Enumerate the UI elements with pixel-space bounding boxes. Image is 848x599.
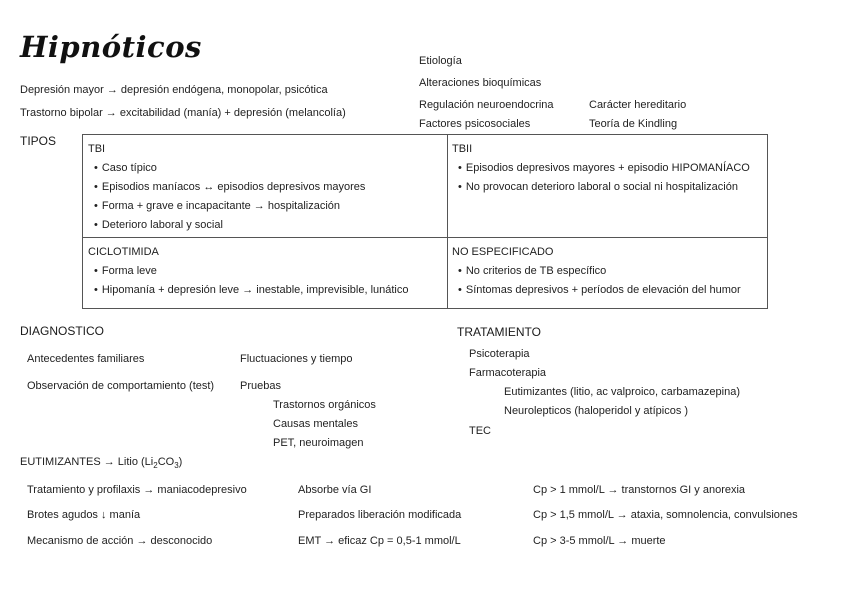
tipos-table xyxy=(82,134,768,309)
tratamiento-heading: TRATAMIENTO xyxy=(457,325,541,339)
list-item: • Forma leve xyxy=(94,265,409,284)
intro-line-depresion: Depresión mayor → depresión endógena, monopolar, psicótica xyxy=(20,84,328,96)
diagnostico-item: Observación de comportamiento (test) xyxy=(27,380,215,392)
table-divider xyxy=(447,135,448,308)
diagnostico-heading: DIAGNOSTICO xyxy=(20,324,105,338)
list-item: • Caso típico xyxy=(94,162,365,181)
etiologia-item: Teoría de Kindling xyxy=(589,118,678,130)
subscript: 3 xyxy=(174,461,179,471)
etiologia-item: Regulación neuroendocrina xyxy=(419,99,554,111)
diagnostico-item: Antecedentes familiares xyxy=(27,353,145,365)
page-title: Hipnóticos xyxy=(20,30,202,64)
eutimizantes-item: Cp > 1 mmol/L → transtornos GI y anorexia xyxy=(533,484,746,496)
diagnostico-subitem: PET, neuroimagen xyxy=(273,437,364,449)
eutimizantes-item: Mecanismo de acción → desconocido xyxy=(27,535,213,547)
eutimizantes-item: EMT → eficaz Cp = 0,5-1 mmol/L xyxy=(298,535,461,547)
list-item: • Síntomas depresivos + períodos de elevación del humor xyxy=(458,284,741,303)
eutimizantes-heading-text: ) xyxy=(178,456,183,468)
eutimizantes-item: Cp > 3-5 mmol/L → muerte xyxy=(533,535,666,547)
tratamiento-item: TEC xyxy=(469,425,491,437)
tipo-list xyxy=(94,162,365,238)
list-item: • No criterios de TB específico xyxy=(458,265,741,284)
tipos-heading: TIPOS xyxy=(20,134,57,148)
list-item: • Hipomanía + depresión leve → inestable, imprevisible, lunático xyxy=(94,284,409,303)
eutimizantes-item: Absorbe vía GI xyxy=(298,484,372,496)
tratamiento-subitem: Eutimizantes (litio, ac valproico, carbamazepina) xyxy=(504,386,740,398)
diagnostico-subitem: Trastornos orgánicos xyxy=(273,399,376,411)
tratamiento-item: Farmacoterapia xyxy=(469,367,547,379)
list-item: • Deterioro laboral y social xyxy=(94,219,365,238)
eutimizantes-item: Preparados liberación modificada xyxy=(298,509,462,521)
eutimizantes-item: Brotes agudos ↓ manía xyxy=(27,509,141,521)
eutimizantes-item: Tratamiento y profilaxis → maniacodepresivo xyxy=(27,484,247,496)
tipo-title: CICLOTIMIDA xyxy=(88,246,159,258)
list-item: • No provocan deterioro laboral o social ni hospitalización xyxy=(458,181,750,200)
etiologia-item: Carácter hereditario xyxy=(589,99,687,111)
etiologia-item: Factores psicosociales xyxy=(419,118,531,130)
list-item: • Episodios depresivos mayores + episodio HIPOMANÍACO xyxy=(458,162,750,181)
eutimizantes-heading-text: EUTIMIZANTES → Litio (Li xyxy=(20,456,154,468)
subscript: 2 xyxy=(153,461,158,471)
list-item: • Forma + grave e incapacitante → hospitalización xyxy=(94,200,365,219)
tratamiento-subitem: Neurolepticos (haloperidol y atípicos ) xyxy=(504,405,689,417)
tipo-list xyxy=(458,265,741,303)
etiologia-heading: Etiología xyxy=(419,55,462,67)
diagnostico-subitem: Causas mentales xyxy=(273,418,358,430)
tipo-title: TBI xyxy=(88,143,106,155)
eutimizantes-heading-text: CO xyxy=(157,456,175,468)
diagnostico-item: Fluctuaciones y tiempo xyxy=(240,353,353,365)
tratamiento-item: Psicoterapia xyxy=(469,348,530,360)
tipo-list xyxy=(94,265,409,303)
tipo-list xyxy=(458,162,750,200)
eutimizantes-item: Cp > 1,5 mmol/L → ataxia, somnolencia, convulsiones xyxy=(533,509,798,521)
list-item: • Episodios maníacos ↔ episodios depresivos mayores xyxy=(94,181,365,200)
tipo-title: TBII xyxy=(452,143,473,155)
intro-line-bipolar: Trastorno bipolar → excitabilidad (manía) + depresión (melancolía) xyxy=(20,107,346,119)
diagnostico-item: Pruebas xyxy=(240,380,281,392)
tipo-title: NO ESPECIFICADO xyxy=(452,246,554,258)
eutimizantes-heading xyxy=(20,456,182,470)
etiologia-item: Alteraciones bioquímicas xyxy=(419,77,542,89)
